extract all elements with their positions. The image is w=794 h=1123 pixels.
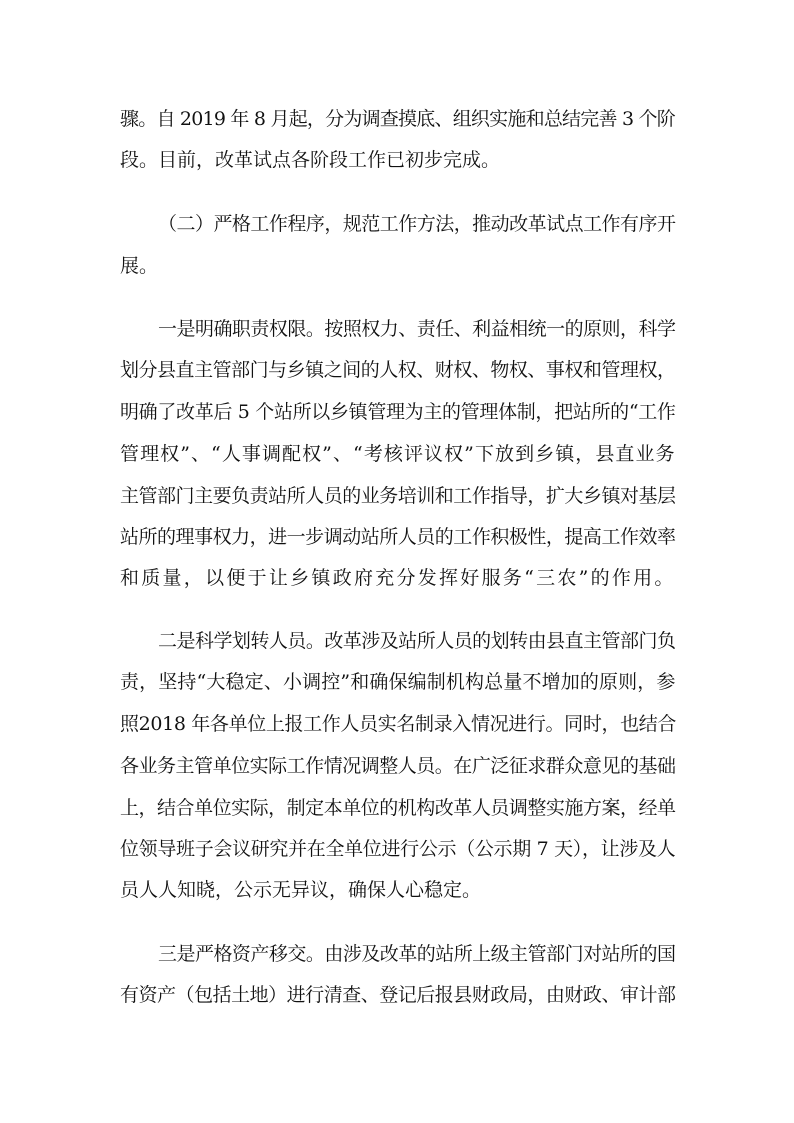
- paragraph-0-line-1: 骤。自 2019 年 8 月起，分为调查摸底、组织实施和总结完善 3 个阶: [120, 108, 675, 130]
- paragraph-2-line-4: 管理权”、“人事调配权”、“考核评议权”下放到乡镇，县直业务: [120, 443, 676, 465]
- paragraph-3-line-1: 二是科学划转人员。改革涉及站所人员的划转由县直主管部门负: [158, 630, 676, 652]
- paragraph-3-line-6: 位领导班子会议研究并在全单位进行公示（公示期 7 天），让涉及人: [120, 838, 676, 860]
- paragraph-3-line-4: 各业务主管单位实际工作情况调整人员。在广泛征求群众意见的基础: [120, 755, 676, 777]
- paragraph-2-line-7: 和质量，以便于让乡镇政府充分发挥好服务“三农”的作用。: [120, 567, 676, 589]
- paragraph-3-line-2: 责，坚持“大稳定、小调控”和确保编制机构总量不增加的原则，参: [120, 671, 676, 693]
- paragraph-3-line-3: 照2018 年各单位上报工作人员实名制录入情况进行。同时，也结合: [120, 713, 677, 735]
- paragraph-3-line-5: 上，结合单位实际，制定本单位的机构改革人员调整实施方案，经单: [120, 797, 676, 819]
- paragraph-2-line-1: 一是明确职责权限。按照权力、责任、利益相统一的原则，科学: [158, 318, 676, 340]
- paragraph-4-line-2: 有资产（包括土地）进行清查、登记后报县财政局，由财政、审计部: [120, 984, 676, 1006]
- section-heading-line-2: 展。: [120, 255, 159, 277]
- paragraph-2-line-6: 站所的理事权力，进一步调动站所人员的工作积极性，提高工作效率: [120, 526, 676, 548]
- paragraph-4-line-1: 三是严格资产移交。由涉及改革的站所上级主管部门对站所的国: [158, 943, 676, 965]
- paragraph-2-line-3: 明确了改革后 5 个站所以乡镇管理为主的管理体制，把站所的“工作: [120, 401, 676, 423]
- paragraph-3-line-7: 员人人知晓，公示无异议，确保人心稳定。: [120, 879, 482, 901]
- section-heading-line-1: （二）严格工作程序，规范工作方法，推动改革试点工作有序开: [158, 213, 676, 235]
- paragraph-2-line-2: 划分县直主管部门与乡镇之间的人权、财权、物权、事权和管理权，: [120, 359, 676, 381]
- paragraph-2-line-5: 主管部门主要负责站所人员的业务培训和工作指导，扩大乡镇对基层: [120, 485, 676, 507]
- paragraph-0-line-2: 段。目前，改革试点各阶段工作已初步完成。: [120, 149, 501, 171]
